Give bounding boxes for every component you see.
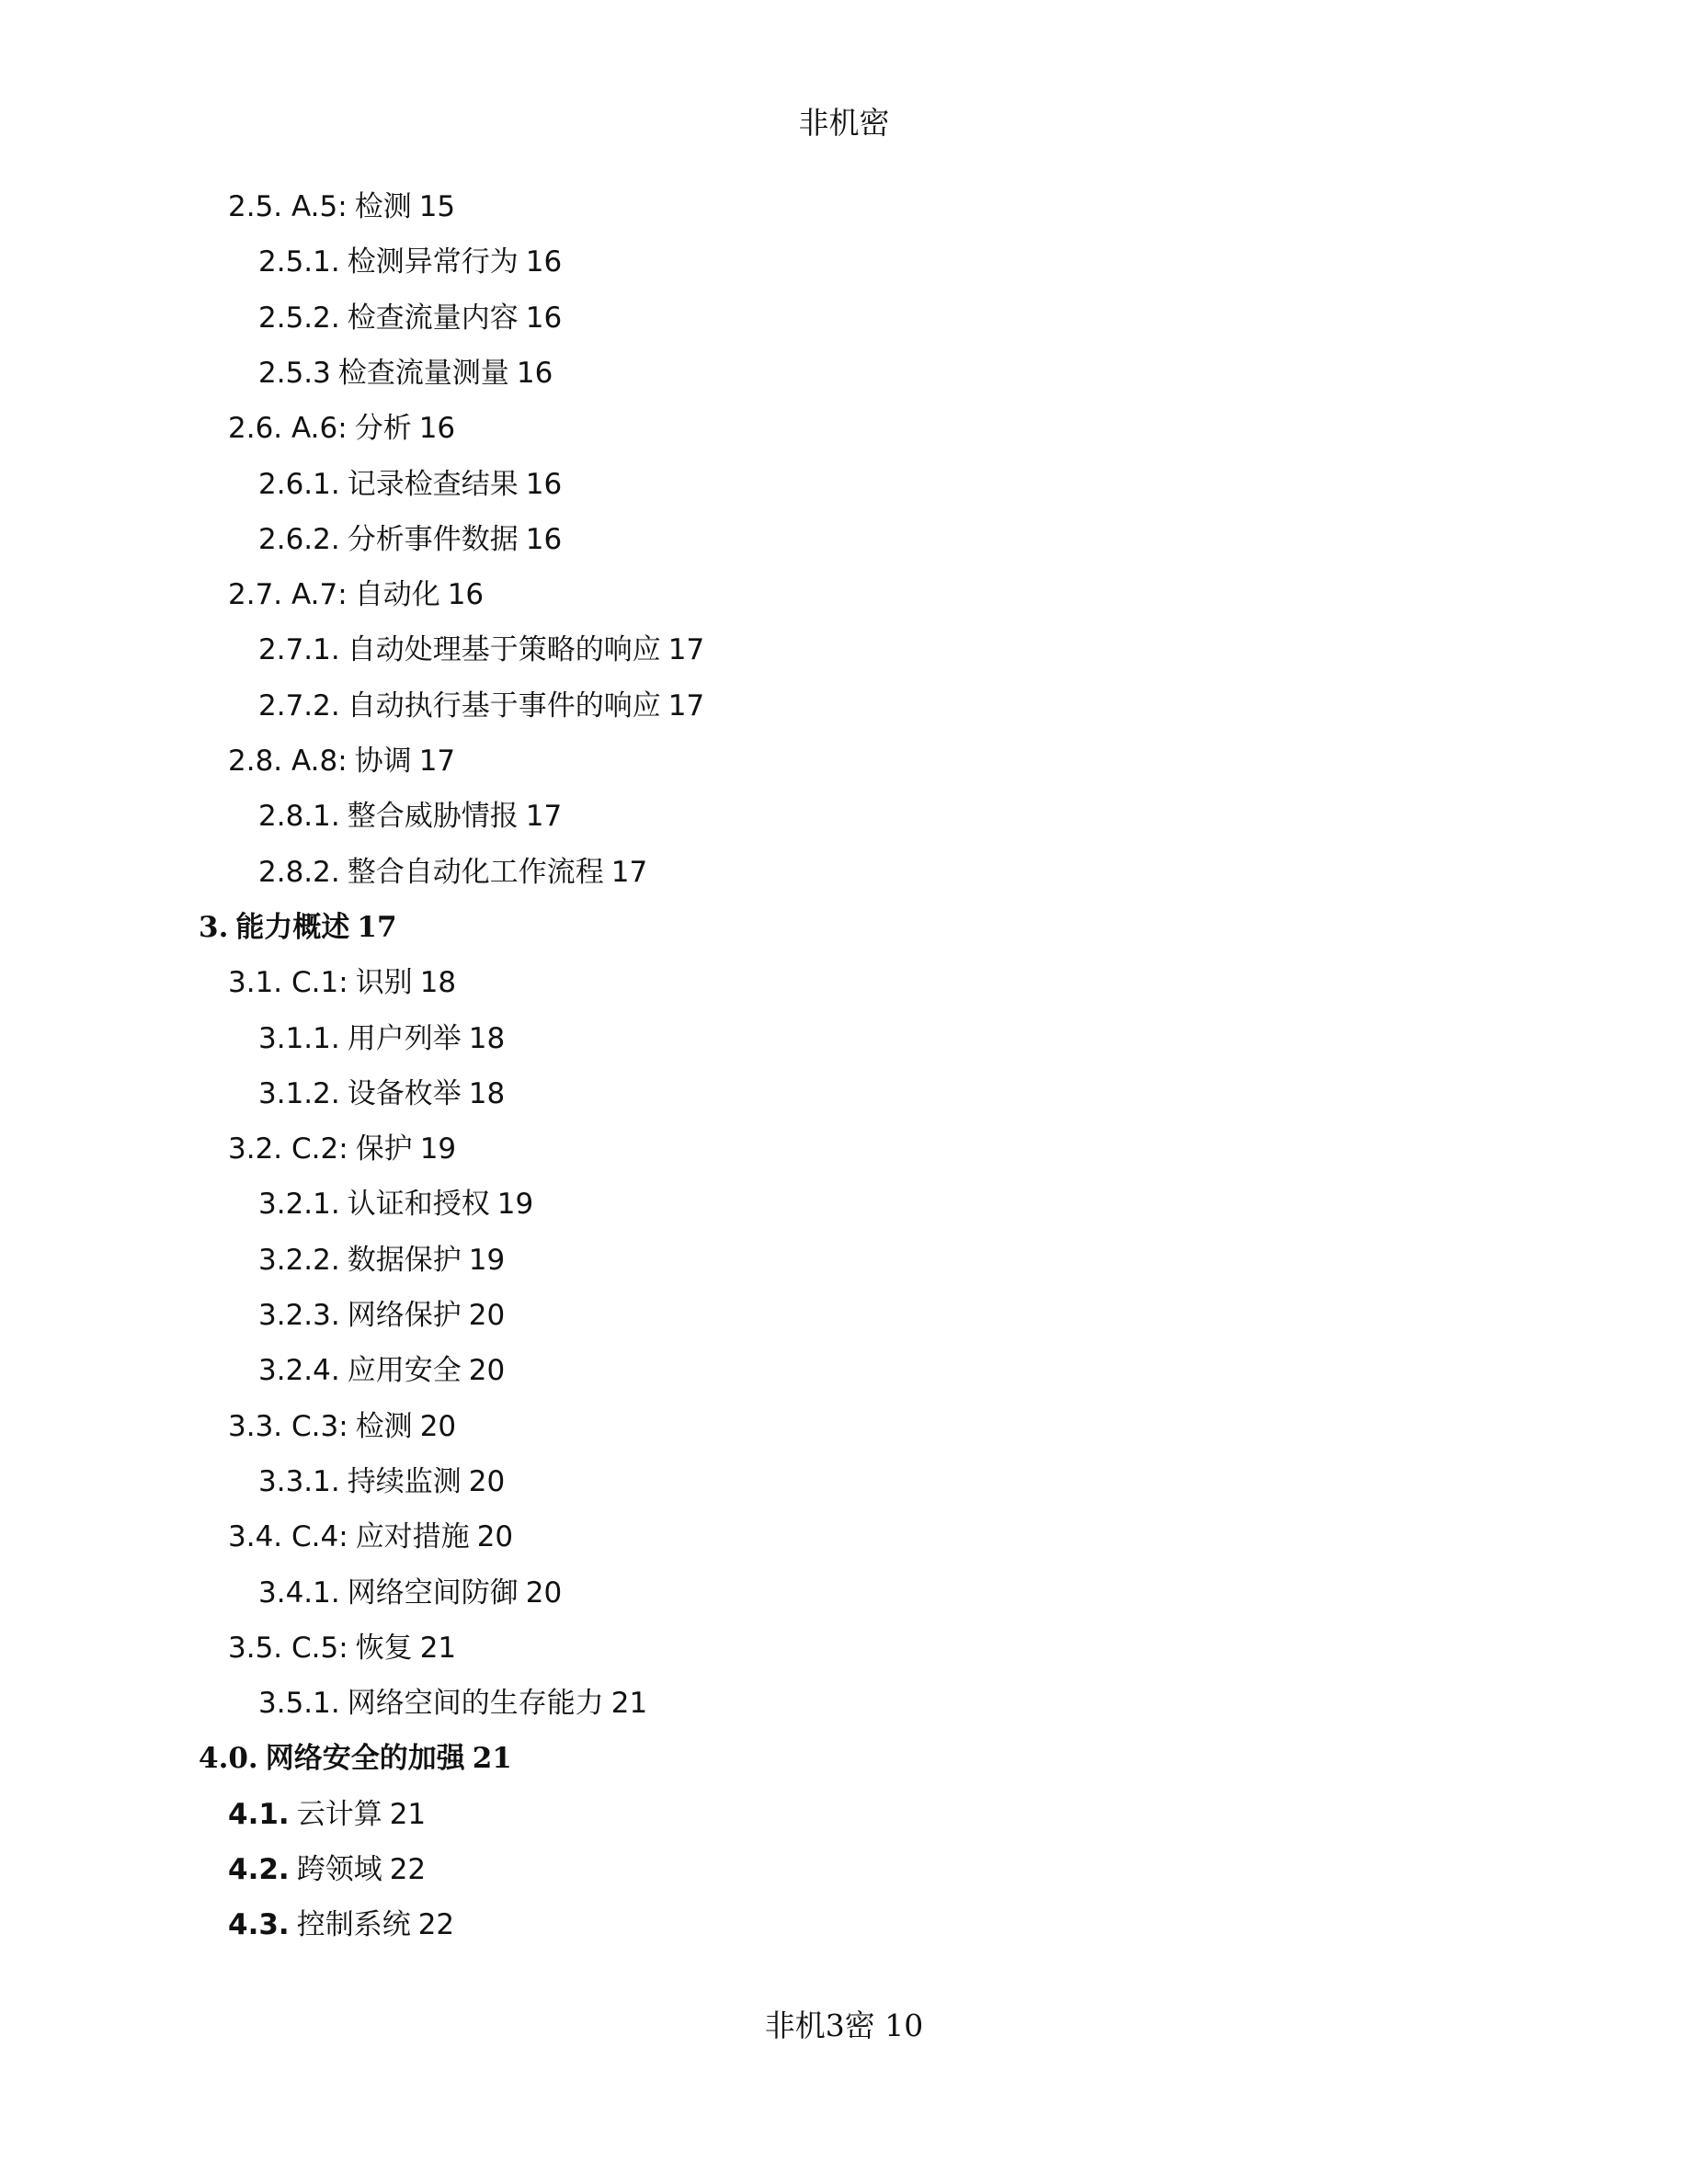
page-header: 非机密	[798, 105, 890, 141]
toc-entry-number: 2.5.3	[258, 357, 331, 390]
toc-entry[interactable]	[199, 1740, 512, 1777]
toc-entry-page-number: 17	[525, 800, 563, 833]
toc-entry-number: 3.2.4.	[258, 1354, 340, 1387]
toc-entry[interactable]	[258, 1297, 505, 1334]
toc-entry-number: 2.7.1.	[258, 633, 340, 666]
toc-entry[interactable]	[258, 466, 562, 503]
toc-entry-number: 2.7. A.7:	[228, 578, 348, 611]
toc-entry[interactable]	[258, 244, 562, 280]
toc-entry[interactable]	[258, 1352, 505, 1389]
toc-entry[interactable]	[258, 1463, 505, 1500]
toc-entry-title: 自动执行基于事件的响应	[347, 689, 661, 722]
toc-entry[interactable]	[228, 410, 455, 447]
toc-entry-title: 跨领域	[296, 1853, 382, 1886]
toc-entry[interactable]	[258, 1575, 562, 1611]
toc-entry-page-number: 20	[476, 1520, 514, 1553]
toc-entry[interactable]	[258, 631, 704, 668]
toc-entry-number: 3.1.2.	[258, 1077, 340, 1110]
toc-entry[interactable]	[228, 1630, 456, 1666]
toc-entry[interactable]	[258, 1242, 505, 1279]
toc-entry[interactable]	[258, 854, 647, 891]
toc-entry-page-number: 21	[472, 1742, 512, 1775]
toc-entry[interactable]	[258, 521, 562, 558]
toc-entry-title: 整合威胁情报	[347, 800, 519, 833]
toc-entry[interactable]	[258, 688, 704, 724]
toc-entry-title: 恢复	[355, 1632, 413, 1665]
toc-entry[interactable]	[258, 1685, 647, 1722]
toc-entry[interactable]	[228, 1796, 426, 1833]
toc-entry-page-number: 21	[419, 1632, 457, 1665]
toc-entry[interactable]	[228, 1408, 456, 1445]
toc-entry-number: 3.2.3.	[258, 1299, 340, 1332]
toc-entry-page-number: 20	[468, 1354, 506, 1387]
toc-entry-title: 识别	[355, 966, 413, 999]
toc-entry-page-number: 16	[516, 357, 553, 390]
toc-entry-title: 持续监测	[347, 1465, 462, 1498]
toc-entry-number: 2.8.2.	[258, 856, 340, 889]
toc-entry-page-number: 17	[667, 689, 705, 722]
toc-entry-title: 网络保护	[347, 1299, 462, 1332]
toc-entry[interactable]	[258, 1020, 505, 1057]
toc-entry-number: 2.6. A.6:	[228, 412, 348, 445]
toc-entry-page-number: 20	[419, 1410, 457, 1443]
toc-entry-number: 3.2.1.	[258, 1188, 340, 1221]
toc-entry[interactable]	[228, 964, 456, 1001]
toc-entry-title: 记录检查结果	[347, 468, 519, 501]
toc-entry-number: 3.2.2.	[258, 1244, 340, 1277]
toc-entry-page-number: 17	[610, 856, 648, 889]
toc-entry-number: 4.1.	[228, 1798, 290, 1831]
toc-entry-page-number: 16	[525, 301, 563, 335]
toc-entry-number: 3.5.1.	[258, 1687, 340, 1720]
toc-entry-title: 网络空间防御	[347, 1576, 519, 1610]
toc-entry-title: 保护	[355, 1132, 413, 1166]
toc-entry-page-number: 17	[418, 745, 456, 778]
toc-entry-number: 4.3.	[228, 1908, 290, 1941]
toc-entry-title: 自动化	[354, 578, 440, 611]
toc-entry-title: 能力概述	[235, 911, 350, 944]
toc-entry-page-number: 22	[417, 1908, 455, 1941]
toc-entry-title: 分析	[354, 412, 412, 445]
toc-entry-page-number: 19	[468, 1244, 506, 1277]
toc-entry-number: 3.1.1.	[258, 1022, 340, 1055]
toc-entry-number: 2.8.1.	[258, 800, 340, 833]
toc-entry-page-number: 19	[419, 1132, 457, 1166]
toc-entry-title: 应对措施	[355, 1520, 470, 1553]
toc-entry[interactable]	[228, 743, 455, 779]
toc-entry-page-number: 18	[419, 966, 457, 999]
toc-entry-title: 检测异常行为	[347, 245, 519, 279]
toc-entry-number: 2.5.1.	[258, 245, 340, 279]
toc-entry[interactable]	[228, 1851, 426, 1888]
toc-entry-title: 设备枚举	[347, 1077, 462, 1110]
toc-entry[interactable]	[199, 909, 397, 946]
toc-entry-number: 2.6.2.	[258, 523, 340, 556]
toc-entry[interactable]	[228, 1519, 513, 1555]
toc-entry[interactable]	[258, 1075, 505, 1112]
toc-entry-title: 分析事件数据	[347, 523, 519, 556]
toc-entry[interactable]	[228, 1131, 456, 1167]
toc-entry-page-number: 17	[667, 633, 705, 666]
toc-entry-page-number: 20	[525, 1576, 563, 1610]
toc-entry-title: 检查流量测量	[337, 357, 509, 390]
toc-entry[interactable]	[228, 1906, 454, 1943]
toc-entry-number: 3.4.1.	[258, 1576, 340, 1610]
toc-entry[interactable]	[258, 300, 562, 336]
toc-entry-title: 网络空间的生存能力	[347, 1687, 604, 1720]
toc-entry-title: 应用安全	[347, 1354, 462, 1387]
toc-entry-page-number: 20	[468, 1465, 506, 1498]
toc-entry-page-number: 16	[525, 468, 563, 501]
toc-entry-title: 用户列举	[347, 1022, 462, 1055]
toc-entry-number: 4.0.	[199, 1742, 258, 1775]
toc-entry-number: 2.5.2.	[258, 301, 340, 335]
toc-entry-page-number: 20	[468, 1299, 506, 1332]
toc-entry-page-number: 16	[525, 245, 563, 279]
page-footer: 非机3密 10	[764, 2008, 924, 2043]
toc-entry-page-number: 16	[447, 578, 485, 611]
toc-entry-number: 2.6.1.	[258, 468, 340, 501]
toc-entry-number: 4.2.	[228, 1853, 290, 1886]
toc-entry-page-number: 18	[468, 1022, 506, 1055]
toc-entry-title: 云计算	[296, 1798, 382, 1831]
toc-entry-page-number: 22	[389, 1853, 427, 1886]
toc-entry-page-number: 18	[468, 1077, 506, 1110]
toc-entry-title: 检测	[354, 190, 412, 223]
toc-entry-title: 网络安全的加强	[265, 1742, 465, 1775]
toc-entry-number: 3.3.1.	[258, 1465, 340, 1498]
toc-entry-number: 3.4. C.4:	[228, 1520, 348, 1553]
toc-entry-title: 检测	[355, 1410, 413, 1443]
toc-entry[interactable]	[228, 576, 484, 613]
toc-entry-number: 3.	[199, 911, 229, 944]
toc-entry-page-number: 17	[357, 911, 397, 944]
toc-entry-page-number: 19	[496, 1188, 534, 1221]
toc-entry-title: 协调	[354, 745, 412, 778]
toc-entry-page-number: 16	[525, 523, 563, 556]
toc-entry-title: 自动处理基于策略的响应	[347, 633, 661, 666]
toc-entry-page-number: 21	[389, 1798, 427, 1831]
toc-entry-number: 3.2. C.2:	[228, 1132, 348, 1166]
toc-entry-number: 3.1. C.1:	[228, 966, 348, 999]
toc-entry-number: 3.5. C.5:	[228, 1632, 348, 1665]
toc-entry-page-number: 21	[610, 1687, 648, 1720]
toc-entry-title: 整合自动化工作流程	[347, 856, 604, 889]
toc-entry[interactable]	[258, 1186, 533, 1223]
toc-entry[interactable]	[258, 798, 562, 835]
toc-entry-number: 3.3. C.3:	[228, 1410, 348, 1443]
toc-entry-title: 认证和授权	[347, 1188, 490, 1221]
toc-entry-number: 2.8. A.8:	[228, 745, 348, 778]
toc-entry-title: 数据保护	[347, 1244, 462, 1277]
toc-entry-page-number: 15	[418, 190, 456, 223]
toc-entry-number: 2.5. A.5:	[228, 190, 348, 223]
toc-entry-page-number: 16	[418, 412, 456, 445]
toc-entry-number: 2.7.2.	[258, 689, 340, 722]
toc-entry-title: 控制系统	[296, 1908, 411, 1941]
toc-entry[interactable]	[228, 188, 455, 225]
toc-entry[interactable]	[258, 355, 553, 392]
toc-entry-title: 检查流量内容	[347, 301, 519, 335]
